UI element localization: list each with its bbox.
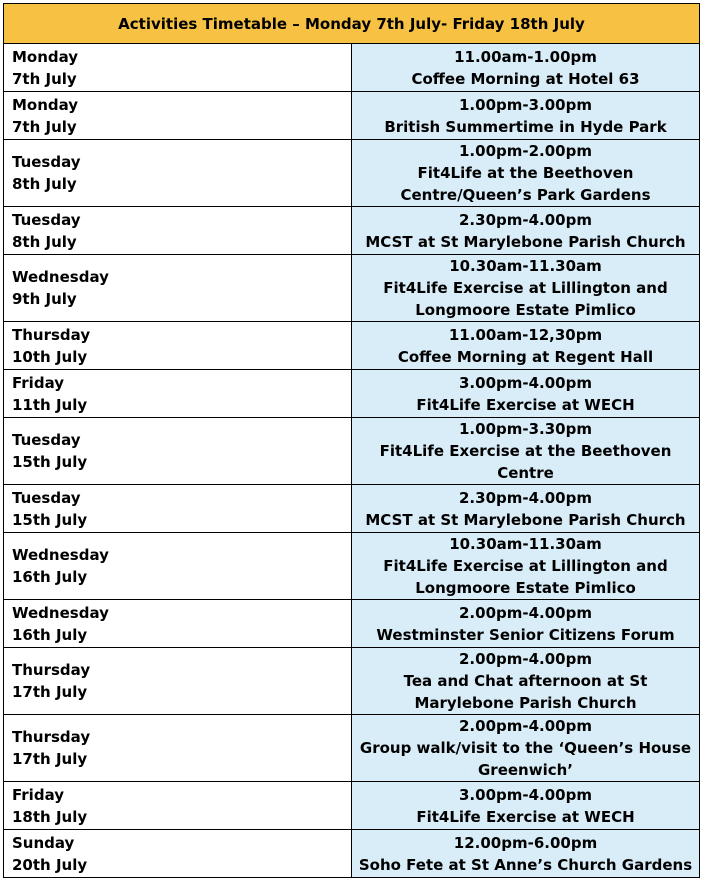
event-cell — [352, 715, 700, 782]
day-cell — [4, 600, 352, 648]
event-description: Fit4Life Exercise at Lillington and Longmoore Estate Pimlico — [383, 557, 668, 597]
date-label: 16th July — [12, 625, 88, 644]
event-description: Soho Fete at St Anne’s Church Gardens — [358, 855, 693, 874]
date-label: 7th July — [12, 117, 77, 136]
event-time: 11.00am-12,30pm — [448, 325, 603, 344]
date-label: 8th July — [12, 175, 77, 193]
day-cell — [4, 44, 352, 92]
event-time: 2.00pm-4.00pm — [459, 603, 592, 622]
table-row — [4, 255, 700, 322]
event-time: 3.00pm-4.00pm — [459, 373, 592, 392]
event-time: 1.00pm-3.00pm — [459, 95, 592, 114]
event-cell — [352, 418, 700, 485]
day-cell — [4, 255, 352, 322]
table-row — [4, 648, 700, 715]
date-label: 17th July — [12, 683, 88, 701]
day-cell — [4, 322, 352, 370]
event-cell — [352, 600, 700, 648]
date-label: 10th July — [12, 347, 88, 366]
event-cell — [352, 485, 700, 533]
day-cell — [4, 715, 352, 782]
table-row — [4, 140, 700, 207]
date-label: 16th July — [12, 568, 88, 586]
table-row — [4, 715, 700, 782]
timetable-body — [4, 44, 700, 878]
event-time: 1.00pm-3.30pm — [459, 420, 592, 438]
weekday-label: Tuesday — [12, 153, 81, 171]
timetable — [3, 3, 700, 878]
table-row — [4, 44, 700, 92]
day-cell — [4, 648, 352, 715]
event-description: Group walk/visit to the ‘Queen’s House Greenwich’ — [359, 739, 692, 779]
event-description: MCST at St Marylebone Parish Church — [365, 510, 686, 529]
event-cell — [352, 533, 700, 600]
event-cell — [352, 44, 700, 92]
event-time: 2.00pm-4.00pm — [459, 717, 592, 735]
table-row — [4, 485, 700, 533]
weekday-label: Tuesday — [12, 210, 81, 229]
title-row — [4, 4, 700, 44]
day-cell — [4, 92, 352, 140]
date-label: 20th July — [12, 855, 88, 874]
event-description: Coffee Morning at Hotel 63 — [411, 69, 640, 88]
event-time: 3.00pm-4.00pm — [459, 785, 592, 804]
event-time: 10.30am-11.30am — [449, 257, 602, 275]
event-cell — [352, 255, 700, 322]
table-row — [4, 533, 700, 600]
weekday-label: Wednesday — [12, 603, 109, 622]
event-time: 11.00am-1.00pm — [454, 47, 597, 66]
day-cell — [4, 370, 352, 418]
weekday-label: Monday — [12, 95, 79, 114]
date-label: 7th July — [12, 69, 77, 88]
event-description: Fit4Life Exercise at WECH — [416, 395, 635, 414]
date-label: 11th July — [12, 395, 88, 414]
table-row — [4, 370, 700, 418]
date-label: 9th July — [12, 290, 77, 308]
event-time: 12.00pm-6.00pm — [453, 833, 598, 852]
weekday-label: Friday — [12, 373, 65, 392]
weekday-label: Wednesday — [12, 546, 109, 564]
event-description: Fit4Life Exercise at WECH — [416, 807, 635, 826]
event-time: 2.30pm-4.00pm — [459, 210, 592, 229]
event-cell — [352, 140, 700, 207]
weekday-label: Thursday — [12, 728, 91, 746]
event-time: 1.00pm-2.00pm — [459, 142, 592, 160]
day-cell — [4, 140, 352, 207]
event-cell — [352, 207, 700, 255]
date-label: 17th July — [12, 750, 88, 768]
table-row — [4, 92, 700, 140]
weekday-label: Wednesday — [12, 268, 109, 286]
table-row — [4, 600, 700, 648]
table-row — [4, 830, 700, 878]
weekday-label: Thursday — [12, 661, 91, 679]
event-description: Coffee Morning at Regent Hall — [397, 347, 654, 366]
event-cell — [352, 830, 700, 878]
event-description: Fit4Life at the Beethoven Centre/Queen’s Park Gardens — [400, 164, 651, 204]
date-label: 15th July — [12, 510, 88, 529]
table-row — [4, 322, 700, 370]
event-cell — [352, 322, 700, 370]
event-description: British Summertime in Hyde Park — [384, 117, 667, 136]
weekday-label: Tuesday — [12, 488, 81, 507]
day-cell — [4, 830, 352, 878]
timetable-title: Activities Timetable – Monday 7th July- Friday 18th July — [4, 4, 700, 44]
event-description: Westminster Senior Citizens Forum — [376, 625, 675, 644]
table-row — [4, 207, 700, 255]
date-label: 8th July — [12, 232, 77, 251]
weekday-label: Friday — [12, 785, 65, 804]
event-cell — [352, 370, 700, 418]
table-row — [4, 782, 700, 830]
day-cell — [4, 782, 352, 830]
event-time: 2.30pm-4.00pm — [459, 488, 592, 507]
event-time: 10.30am-11.30am — [449, 535, 602, 553]
date-label: 15th July — [12, 453, 88, 471]
event-cell — [352, 782, 700, 830]
event-description: Tea and Chat afternoon at St Marylebone Parish Church — [403, 672, 648, 712]
event-description: Fit4Life Exercise at Lillington and Longmoore Estate Pimlico — [383, 279, 668, 319]
day-cell — [4, 533, 352, 600]
weekday-label: Sunday — [12, 833, 75, 852]
event-cell — [352, 92, 700, 140]
table-row — [4, 418, 700, 485]
event-time: 2.00pm-4.00pm — [459, 650, 592, 668]
event-description: Fit4Life Exercise at the Beethoven Centre — [379, 442, 672, 482]
day-cell — [4, 207, 352, 255]
day-cell — [4, 485, 352, 533]
weekday-label: Monday — [12, 47, 79, 66]
weekday-label: Thursday — [12, 325, 91, 344]
event-cell — [352, 648, 700, 715]
date-label: 18th July — [12, 807, 88, 826]
event-description: MCST at St Marylebone Parish Church — [365, 232, 686, 251]
weekday-label: Tuesday — [12, 431, 81, 449]
day-cell — [4, 418, 352, 485]
